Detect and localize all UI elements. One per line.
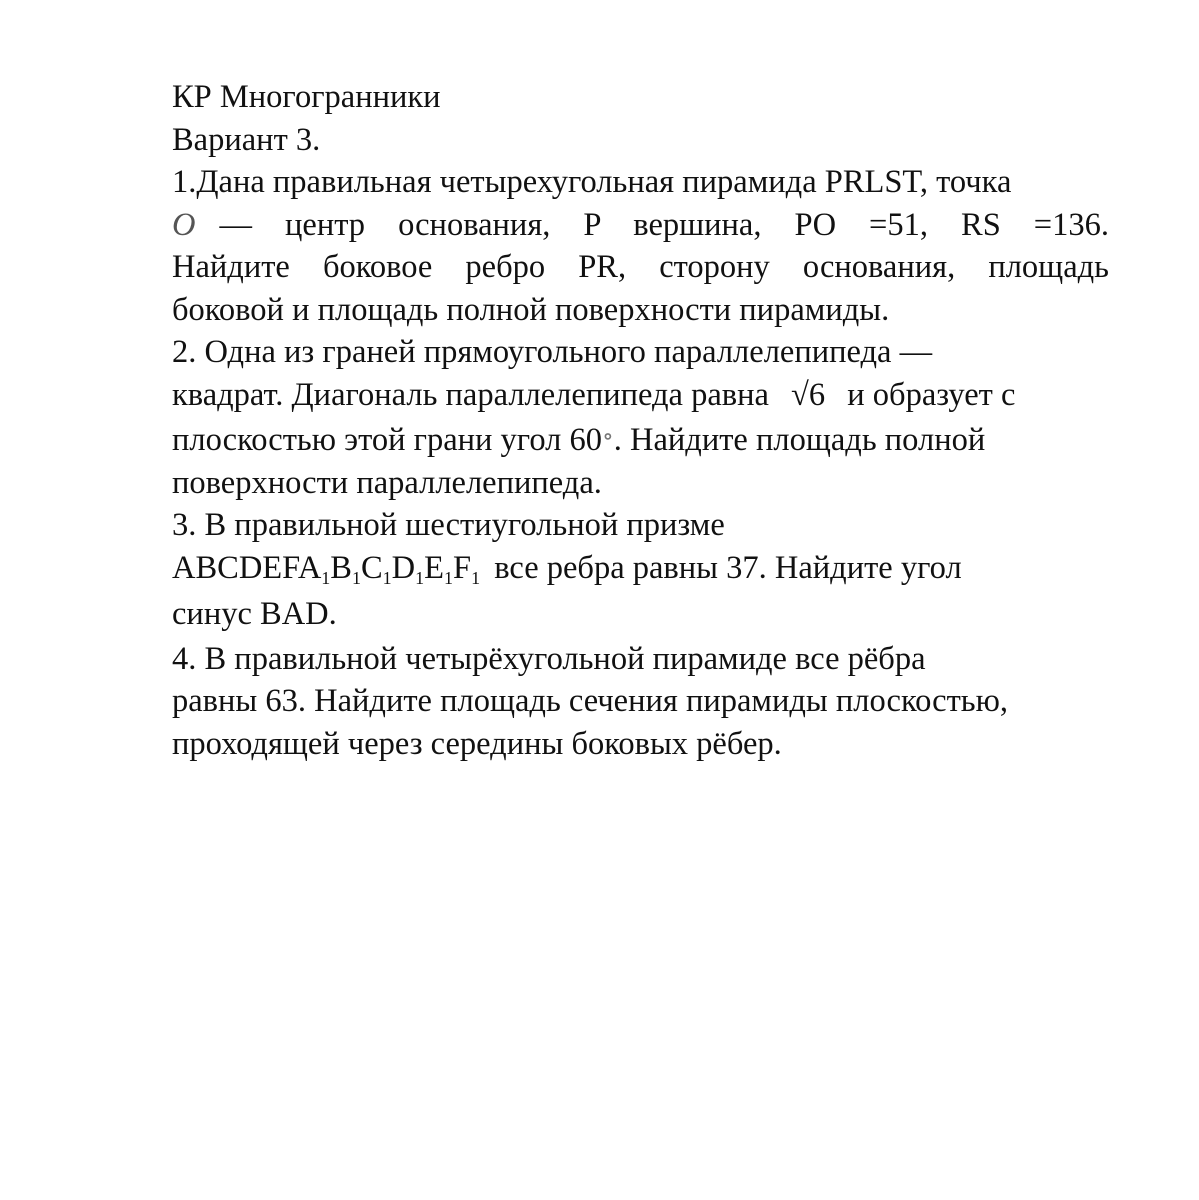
task-4-line-3: проходящей через середины боковых рёбер. (172, 725, 782, 762)
task-1-line-2 (172, 204, 1109, 247)
vertex-d1: $D_1$ (391, 549, 425, 588)
task-3-line-1: 3. В правильной шестиугольной призме (172, 507, 725, 543)
prism-base-label: ABCDEF (172, 549, 298, 586)
task-2 (172, 331, 1112, 504)
vertex-a1: $A_1$ (297, 549, 331, 588)
vertex-b1: $B_1$ (330, 549, 361, 588)
task-2-line-2-b: и образует с (847, 376, 1016, 413)
task-1-line-3: Найдите боковое ребро PR, сторону основания, площадь (172, 249, 1109, 285)
vertex-c1: $C_1$ (360, 549, 392, 588)
task-2-line-3-a: плоскостью этой грани угол 60 (172, 422, 602, 458)
vertex-f1: $F_1$ (453, 549, 481, 588)
task-2-line-3-b: . Найдите площадь полной (613, 422, 986, 458)
sqrt-six: √6 (791, 376, 826, 413)
task-4 (172, 638, 1112, 766)
point-o-symbol: O (172, 206, 196, 243)
task-2-line-3 (172, 416, 1112, 462)
task-1 (172, 161, 1112, 331)
task-1-line-1: 1.Дана правильная четырехугольная пирамида PRLST, точка (172, 164, 1012, 200)
task-2-line-2-a: квадрат. Диагональ параллелепипеда равна (172, 376, 769, 413)
document-page (172, 76, 1112, 765)
task-1-line-2-text: — центр основания, P вершина, PO =51, RS =136. (219, 206, 1109, 243)
task-3-line-2 (172, 547, 1112, 590)
vertex-e1: $E_1$ (424, 549, 454, 588)
task-2-line-1: 2. Одна из граней прямоугольного параллелепипеда — (172, 334, 933, 370)
task-1-line-4: боковой и площадь полной поверхности пирамиды. (172, 291, 890, 328)
task-3-line-2-text: все ребра равны 37. Найдите угол (494, 549, 962, 586)
task-4-line-2: равны 63. Найдите площадь сечения пирамиды плоскостью, (172, 683, 1009, 719)
task-3-line-3: синус BAD. (172, 596, 337, 632)
task-2-line-4: поверхности параллелепипеда. (172, 464, 602, 501)
document-title: КР Многогранники (172, 79, 441, 115)
task-2-line-2 (172, 374, 1112, 417)
degree-symbol: ∘ (602, 424, 614, 450)
task-3 (172, 504, 1112, 636)
task-4-line-1: 4. В правильной четырёхугольной пирамиде все рёбра (172, 640, 926, 677)
variant-label: Вариант 3. (172, 121, 321, 158)
